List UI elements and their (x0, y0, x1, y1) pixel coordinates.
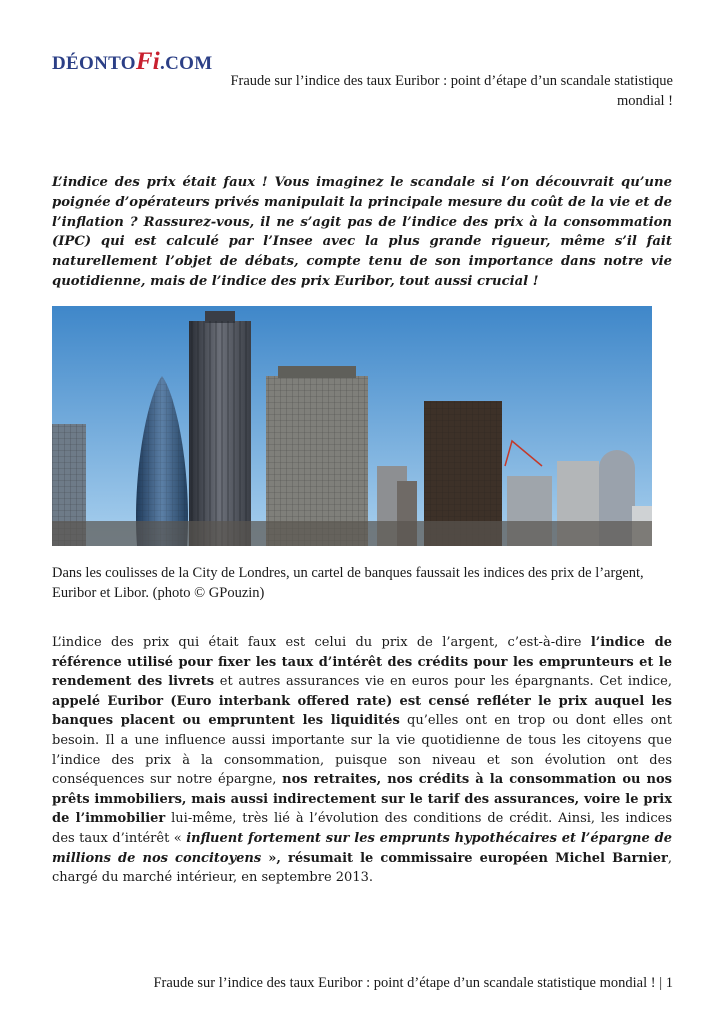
body-bold-2: appelé Euribor (Euro interbank offered rate) est censé refléter le prix auquel les banques placent ou empruntent les liquidités (52, 693, 672, 729)
body-text-2: et autres assurances vie en euros pour les épargnants. Cet indice, (214, 674, 672, 690)
body-bold-3: nos retraites, nos crédits à la consommation ou nos prêts immobiliers, mais aussi indirectement sur le tarif des assurances, voire le prix de l’immobilier (52, 772, 672, 827)
quote-attribution: », résumait le commissaire européen Michel Barnier (261, 850, 668, 866)
deontofi-logo[interactable] (52, 50, 212, 76)
body-text-1: L’indice des prix qui était faux est celui du prix de l’argent, c’est-à-dire (52, 635, 591, 650)
body-paragraph (52, 633, 672, 888)
logo-fi: Fi (135, 48, 161, 75)
body-bold-1: l’indice de référence utilisé pour fixer les taux d’intérêt des crédits pour les emprunteurs et le rendement des livrets (52, 635, 672, 690)
photo-caption: Dans les coulisses de la City de Londres, un cartel de banques faussait les indices des prix de l’argent, Euribor et Libor. (photo © GPouzin) (52, 565, 644, 601)
logo-suffix: .COM (160, 53, 213, 74)
header-title: Fraude sur l’indice des taux Euribor : point d’étape d’un scandale statistique mondial ! (230, 73, 673, 109)
intro-paragraph: L’indice des prix était faux ! Vous imaginez le scandale si l’on découvrait qu’une poignée d’opérateurs privés manipulait la principale mesure du coût de la vie et de l’inflation ? Rassurez-vous, il ne s’agit pas de l’indice des prix à la consommation (IPC) qui est calculé par l’Insee avec la plus grande rigueur, même s’il fait naturellement l’objet de débats, compte tenu de son importance dans notre vie quotidienne, mais de l’indice des prix Euribor, tout aussi crucial ! (52, 175, 672, 289)
logo-prefix: DÉONTO (52, 53, 136, 74)
london-city-photo (52, 306, 652, 546)
body-text-5: , chargé du marché intérieur, en septembre 2013. (52, 850, 672, 886)
quote-text: influent fortement sur les emprunts hypothécaires et l’épargne de millions de nos concitoyens (52, 830, 672, 866)
page-footer: Fraude sur l’indice des taux Euribor : point d’étape d’un scandale statistique mondial ! | 1 (153, 975, 673, 991)
body-text-3: qu’elles ont en trop ou dont elles ont besoin. Il a une influence aussi importante sur la vie quotidienne de tous les citoyens que l’indice des prix à la consommation, puisque son niveau et son évolution ont des conséquences sur notre épargne, (52, 713, 673, 788)
body-text-4: lui-même, très lié à l’évolution des conditions de crédit. Ainsi, les indices des taux d’intérêt « (52, 811, 673, 846)
